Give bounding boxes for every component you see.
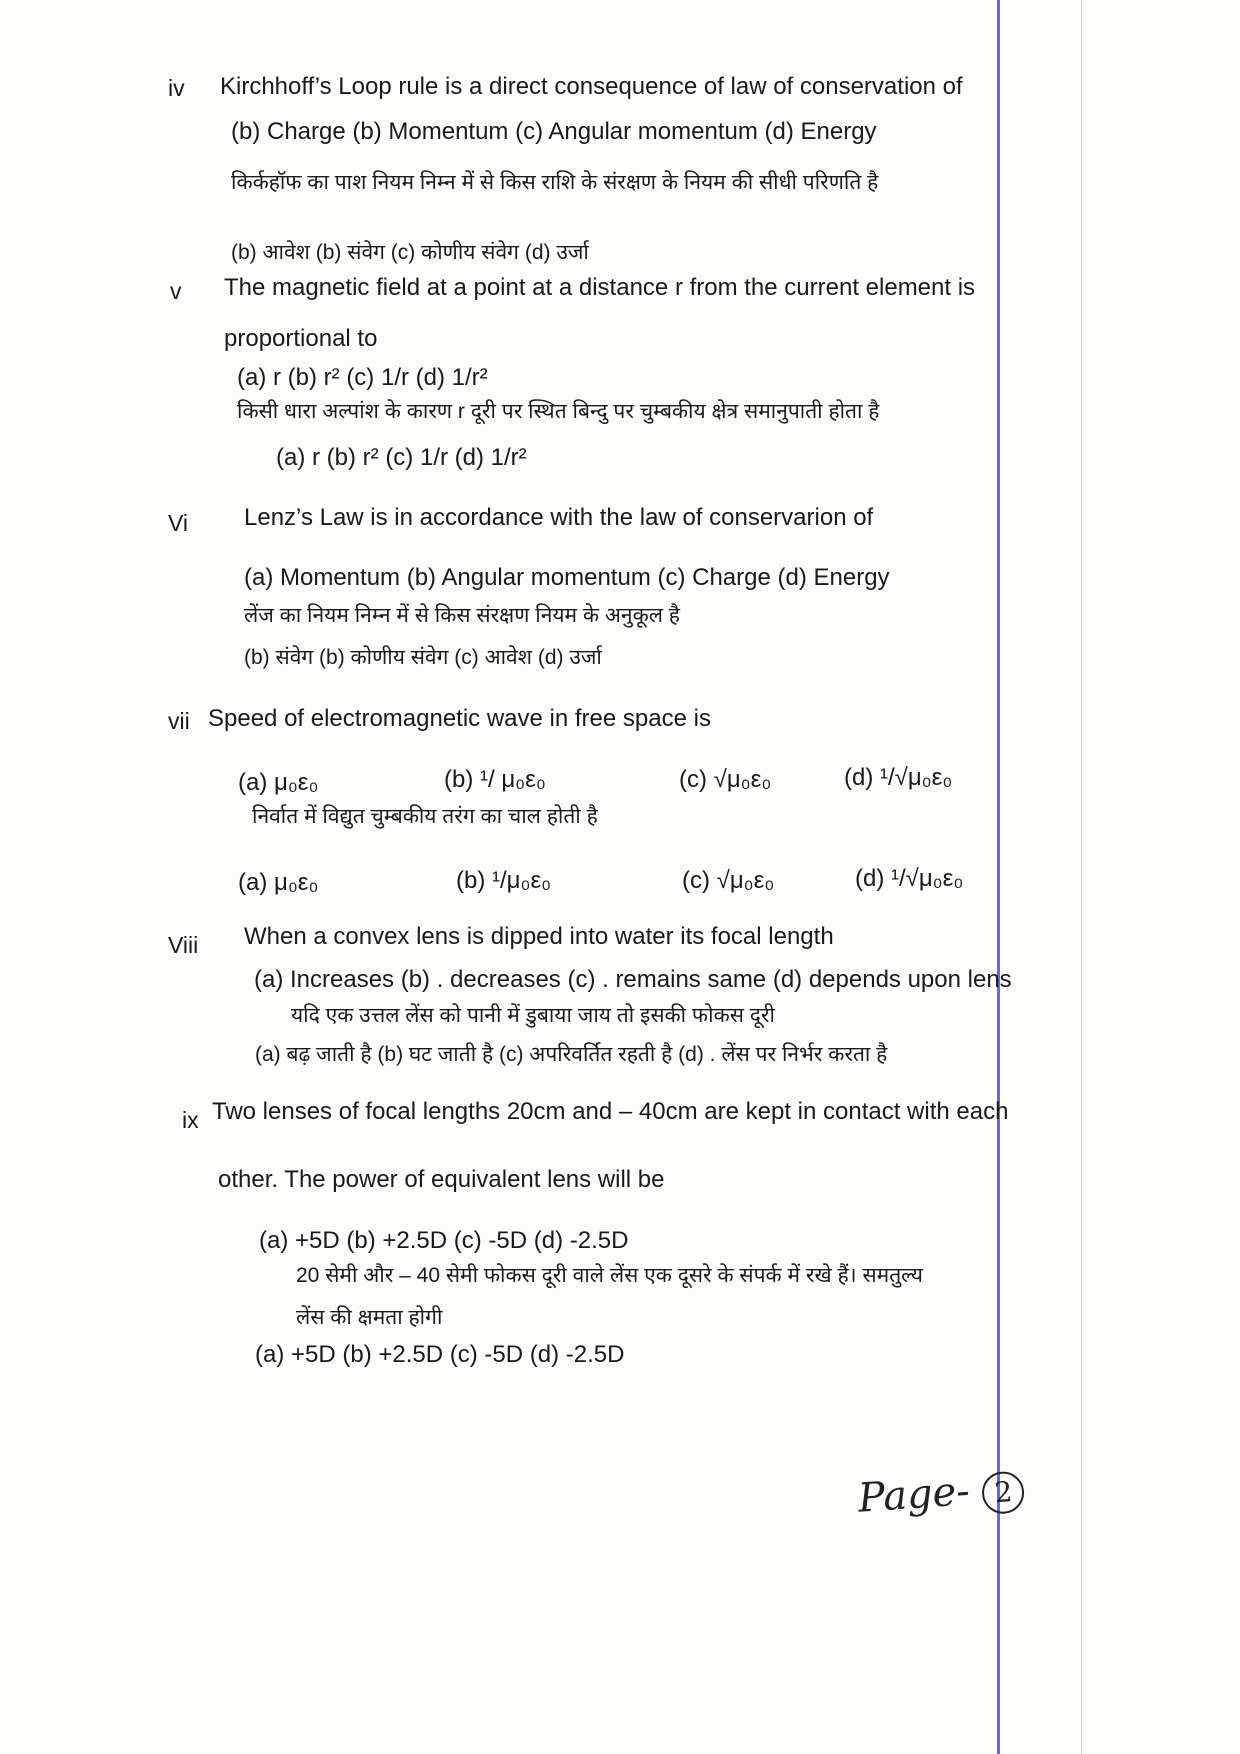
page-annotation: Page-: [856, 1468, 972, 1522]
options: (b) Charge (b) Momentum (c) Angular momentum (d) Energy: [231, 118, 877, 145]
question-text: Kirchhoff’s Loop rule is a direct consequence of law of conservation of: [220, 73, 963, 100]
hindi-options: (b) संवेग (b) कोणीय संवेग (c) आवेश (d) उर्जा: [244, 646, 602, 669]
hindi-option-d: (d) ¹/√μ₀ε₀: [855, 865, 964, 892]
question-text: Lenz’s Law is in accordance with the law of conservarion of: [244, 504, 874, 531]
hindi-option-c: (c) √μ₀ε₀: [682, 867, 775, 894]
question-number: Viii: [168, 932, 199, 958]
hindi-text: 20 सेमी और – 40 सेमी फोकस दूरी वाले लेंस एक दूसरे के संपर्क में रखे हैं। समतुल्य: [296, 1264, 923, 1287]
options: (a) +5D (b) +2.5D (c) -5D (d) -2.5D: [259, 1227, 629, 1254]
question-text: The magnetic field at a point at a distance r from the current element is: [224, 274, 976, 301]
hindi-text: लेंज का नियम निम्न में से किस संरक्षण नियम के अनुकूल है: [244, 604, 680, 627]
question-number: iv: [168, 75, 185, 101]
question-text: Two lenses of focal lengths 20cm and – 40cm are kept in contact with each: [212, 1098, 1009, 1125]
hindi-text: निर्वात में विद्युत चुम्बकीय तरंग का चाल होती है: [252, 805, 598, 828]
options: (a) Momentum (b) Angular momentum (c) Charge (d) Energy: [244, 564, 890, 591]
question-text-cont: other. The power of equivalent lens will be: [218, 1166, 665, 1193]
question-text: Speed of electromagnetic wave in free space is: [208, 705, 711, 732]
hindi-option-a: (a) μ₀ε₀: [238, 869, 319, 896]
hindi-text: यदि एक उत्तल लेंस को पानी में डुबाया जाय तो इसकी फोकस दूरी: [291, 1004, 775, 1027]
handwritten-page-number: [857, 1464, 1026, 1523]
options: (a) r (b) r² (c) 1/r (d) 1/r²: [237, 364, 488, 391]
option-c: (c) √μ₀ε₀: [679, 766, 772, 793]
hindi-options: (b) आवेश (b) संवेग (c) कोणीय संवेग (d) उर्जा: [231, 241, 589, 264]
hindi-options: (a) r (b) r² (c) 1/r (d) 1/r²: [276, 444, 527, 471]
option-a: (a) μ₀ε₀: [238, 769, 319, 796]
hindi-text: किसी धारा अल्पांश के कारण r दूरी पर स्थित बिन्दु पर चुम्बकीय क्षेत्र समानुपाती होता है: [237, 400, 880, 423]
question-number: vii: [168, 708, 190, 734]
hindi-text-cont: लेंस की क्षमता होगी: [296, 1306, 443, 1329]
question-text-cont: proportional to: [224, 325, 378, 352]
options: (a) Increases (b) . decreases (c) . remains same (d) depends upon lens: [254, 966, 1012, 993]
hindi-option-b: (b) ¹/μ₀ε₀: [456, 867, 552, 894]
hindi-options: (a) बढ़ जाती है (b) घट जाती है (c) अपरिवर्तित रहती है (d) . लेंस पर निर्भर करता है: [255, 1043, 888, 1066]
hindi-options: (a) +5D (b) +2.5D (c) -5D (d) -2.5D: [255, 1341, 625, 1368]
option-b: (b) ¹/ μ₀ε₀: [444, 766, 546, 793]
option-d: (d) ¹/√μ₀ε₀: [844, 764, 953, 791]
page-number: 2: [981, 1470, 1026, 1515]
question-text: When a convex lens is dipped into water its focal length: [244, 923, 834, 950]
question-number: Vi: [168, 510, 189, 536]
hindi-text: किर्कहॉफ का पाश नियम निम्न में से किस राशि के संरक्षण के नियम की सीधी परिणति है: [231, 171, 879, 194]
question-number: v: [170, 278, 182, 304]
faint-margin-line: [1081, 0, 1082, 1754]
question-number: ix: [182, 1107, 199, 1133]
